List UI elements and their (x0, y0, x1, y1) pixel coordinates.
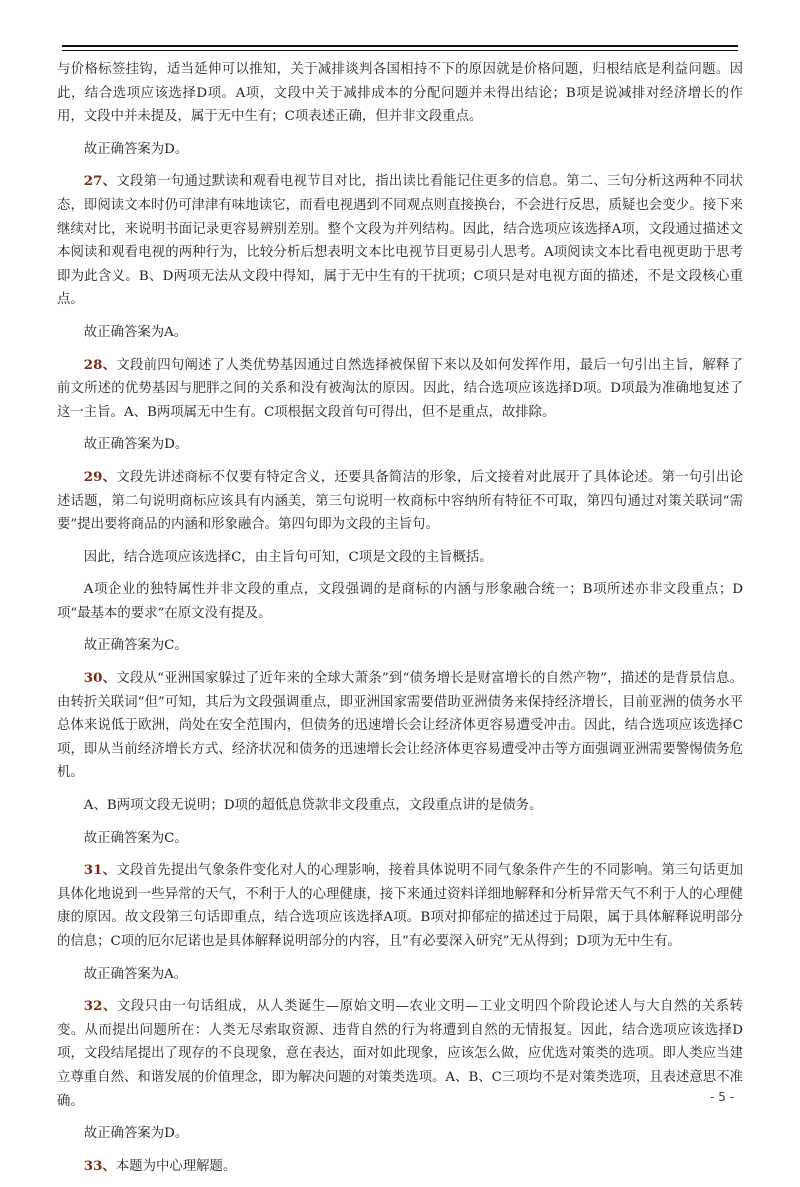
question-paragraph: 28、文段前四句阐述了人类优势基因通过自然选择被保留下来以及如何发挥作用，最后一句引出主旨，解释了前文所述的优势基因与肥胖之间的关系和没有被淘汰的原因。因此，结合选项应该选择D项。D项最为准确地复述了这一主旨。A、B两项属无中生有。C项根据文段首句可得出，但不是重点，故排除。 (57, 356, 744, 420)
paragraph: 故正确答案为D。 (83, 1126, 189, 1142)
question-paragraph: 30、文段从“亚洲国家躲过了近年来的全球大萧条”到“债务增长是财富增长的自然产物”，描述的是背景信息。由转折关联词“但”可知，其后为文段强调重点，即亚洲国家需要借助亚洲债务来保持经济增长，目前亚洲的债务水平总体来说低于欧洲，尚处在安全范围内，但债务的迅速增长会让经济体更容易遭受冲击。因此，结合选项应该选择C项，即从当前经济增长方式、经济状况和债务的迅速增长会让经济体更容易遭受冲击等方面强调亚洲需要警惕债务危机。 (57, 670, 743, 781)
question-number: 28、 (83, 356, 117, 373)
page-number: - 5 - (710, 1090, 734, 1104)
paragraph: 故正确答案为D。 (83, 141, 189, 157)
header-rule-thin (62, 50, 738, 51)
question-paragraph: 33、本题为中心理解题。 (83, 1157, 237, 1174)
header-rule-thick (62, 45, 738, 47)
paragraph: 故正确答案为D。 (83, 437, 189, 453)
paragraph: 故正确答案为C。 (83, 638, 188, 654)
paragraph: 因此，结合选项应该选择C，由主旨句可知，C项是文段的主旨概括。 (83, 549, 493, 565)
document-body (57, 58, 743, 1187)
question-number: 32、 (83, 998, 117, 1015)
paragraph: A项企业的独特属性并非文段的重点，文段强调的是商标的内涵与形象融合统一；B项所述亦非文段重点；D项“最基本的要求”在原文没有提及。 (57, 582, 743, 621)
question-number: 33、 (83, 1157, 116, 1174)
question-paragraph: 32、文段只由一句话组成，从人类诞生—原始文明—农业文明—工业文明四个阶段论述人与大自然的关系转变。从而提出问题所在：人类无尽索取资源、违背自然的行为将遭到自然的无情报复。因此，结合选项应该选择D项，文段结尾提出了现存的不良现象，意在表达，面对如此现象，应该怎么做，应优选对策类的选项。即人类应当建立尊重自然、和谐发展的价值理念，即为解决问题的对策类选项。A、B、C三项均不是对策类选项，且表述意思不准确。 (57, 998, 744, 1109)
paragraph: 故正确答案为A。 (83, 966, 188, 982)
question-number: 31、 (83, 862, 117, 879)
paragraph: 故正确答案为A。 (83, 324, 188, 340)
question-number: 29、 (83, 468, 117, 485)
question-number: 30、 (83, 670, 117, 687)
question-number: 27、 (83, 173, 117, 190)
paragraph: A、B两项文段无说明；D项的超低息贷款非文段重点，文段重点讲的是债务。 (83, 798, 543, 814)
paragraph: 故正确答案为C。 (83, 830, 188, 846)
paragraph: 与价格标签挂钩，适当延伸可以推知，关于减排谈判各国相持不下的原因就是价格问题，归根结底是利益问题。因此，结合选项应该选择D项。A项，文段中关于减排成本的分配问题并未得出结论；B项是说减排对经济增长的作用，文段中并未提及，属于无中生有；C项表述正确，但并非文段重点。 (57, 62, 743, 125)
question-paragraph: 27、文段第一句通过默读和观看电视节目对比，指出读比看能记住更多的信息。第二、三句分析这两种不同状态，即阅读文本时仍可津津有味地读它，而看电视遇到不同观点则直接换台，不会进行反思，质疑也会变少。接下来继续对比，来说明书面记录更容易辨别差别。整个文段为并列结构。因此，结合选项应该选择A项，文段通过描述文本阅读和观看电视的两种行为，比较分析后想表明文本比电视节目更易引人思考。A项阅读文本比看电视更助于思考即为此含义。B、D两项无法从文段中得知，属于无中生有的干扰项；C项只是对电视方面的描述，不是文段核心重点。 (57, 173, 744, 308)
question-paragraph: 31、文段首先提出气象条件变化对人的心理影响，接着具体说明不同气象条件产生的不同影响。第三句话更加具体化地说到一些异常的天气，不利于人的心理健康，接下来通过资料详细地解释和分析异常天气不利于人的心理健康的原因。故文段第三句话即重点，结合选项应该选择A项。B项对抑郁症的描述过于局限，属于具体解释说明部分的信息；C项的厄尔尼诺也是具体解释说明部分的内容，且“有必要深入研究”无从得到；D项为无中生有。 (57, 862, 744, 949)
question-paragraph: 29、文段先讲述商标不仅要有特定含义，还要具备简洁的形象，后文接着对此展开了具体论述。第一句引出论述话题，第二句说明商标应该具有内涵美，第三句说明一枚商标中容纳所有特征不可取，第四句通过对策关联词“需要”提出要将商品的内涵和形象融合。第四句即为文段的主旨句。 (57, 468, 744, 533)
